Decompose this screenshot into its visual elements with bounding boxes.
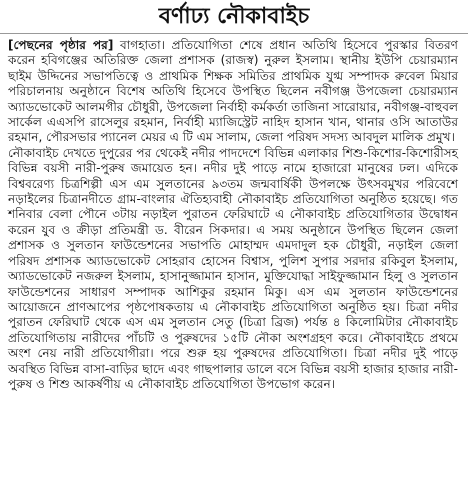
paragraph-text: নৌকাবাইচ দেখতে দুপুরের পর থেকেই নদীর পাদদেশে বিভিন্ন এলাকার শিশু-কিশোর-কিশোরীসহ বিভিন্ন বয়সী নারী-পুরুষ জমায়েত হন। নদীর দুই পাড়ে নামে হাজারো মানুষের ঢল। এদিকে বিশ্ববরেণ্য চিত্রশিল্পী এস এম সুলতানের ৯৩তম জন্মবার্ষিকী উপলক্ষে উৎসবমুখর পরিবেশে নড়াইলের চিত্রানদীতে গ্রাম-বাংলার ঐতিহ্যবাহী নৌকাবাইচ প্রতিযোগিতা অনুষ্ঠিত হয়েছে। গত শনিবার বেলা পৌনে ৩টায় নড়াইল পুরাতন ফেরিঘাটে এ নৌকাবাইচ প্রতিযোগিতার উদ্বোধন করেন যুব ও ক্রীড়া প্রতিমন্ত্রী ড. বীরেন সিকদার। এ সময় অনুষ্ঠানে উপস্থিত ছিলেন জেলা প্রশাসক ও সুলতান ফাউন্ডেশনের সভাপতি মোহাম্মদ এমদাদুল হক চৌধুরী, নড়াইল জেলা পরিষদ প্রশাসক অ্যাডভোকেট সোহরাব হোসেন বিশ্বাস, পুলিশ সুপার সরদার রকিবুল ইসলাম, অ্যাডভোকেট নজরুল ইসলাম, হাসানুজ্জামান হাসান, মুক্তিযোদ্ধা সাইফুজ্জামান হিলু ও সুলতান ফাউন্ডেশনের সাধারণ সম্পাদক আশিকুর রহমান মিকু। এস এম সুলতান ফাউন্ডেশনের আয়োজনে প্রাণআপের পৃষ্ঠপোষকতায় এ নৌকাবাইচ প্রতিযোগিতা অনুষ্ঠিত হয়। চিত্রা নদীর পুরাতন ফেরিঘাট থেকে এস এম সুলতান সেতু (চিত্রা ব্রিজ) পর্যন্ত ৪ কিলোমিটার নৌকাবাইচ প্রতিযোগিতায় নারীদের পাঁচটি ও পুরুষদের ১৫টি নৌকা অংশগ্রহণ করে। নৌকাবাইচে প্রথমে অংশ নেয় নারী প্রতিযোগীরা। পরে শুরু হয় পুরুষদের প্রতিযোগিতা। চিত্রা নদীর দুই পাড়ে অবস্থিত বিভিন্ন বাসা-বাড়ির ছাদে এবং গাছপালার ডালে বসে বিভিন্ন বয়সী হাজার হাজার নারী-পুরুষ ও শিশু আকর্ষণীয় এ নৌকাবাইচ প্রতিযোগিতা উপভোগ করেন।: [8, 145, 458, 391]
article-body: [0, 34, 468, 392]
article-paragraph-1: [8, 38, 458, 146]
article-paragraph-2: [8, 146, 458, 393]
headline: বর্ণাঢ্য নৌকাবাইচ: [0, 0, 468, 34]
paragraph-text: বাগহাতা। প্রতিযোগিতা শেষে প্রধান অতিথি হিসেবে পুরস্কার বিতরণ করেন হবিগঞ্জের অতিরিক্ত জেলা প্রশাসক (রাজস্ব) নুরুল ইসলাম। স্থানীয় ইউপি চেয়ারম্যান ছাইম উদ্দিনের সভাপতিত্বে ও প্রাথমিক শিক্ষক সমিতির প্রাথমিক যুগ্ম সম্পাদক রুবেল মিয়ার পরিচালনায় অনুষ্ঠানে বিশেষ অতিথি হিসেবে উপস্থিত ছিলেন নবীগঞ্জ উপজেলা চেয়ারম্যান অ্যাডভোকেট আলমগীর চৌধুরী, উপজেলা নির্বাহী কর্মকর্তা তাজিনা সারোয়ার, নবীগঞ্জ-বাহুবল সার্কেল এএসপি রাসেলুর রহমান, নির্বাহী ম্যাজিস্ট্রেট নাহিদ হাসান খান, থানার ওসি আতাউর রহমান, পৌরসভার প্যানেল মেয়র এ টি এম সালাম, জেলা পরিষদ সদস্য আবদুল মালিক প্রমুখ।: [8, 38, 458, 145]
continued-label: [পেছনের পৃষ্ঠার পর]: [8, 38, 114, 52]
